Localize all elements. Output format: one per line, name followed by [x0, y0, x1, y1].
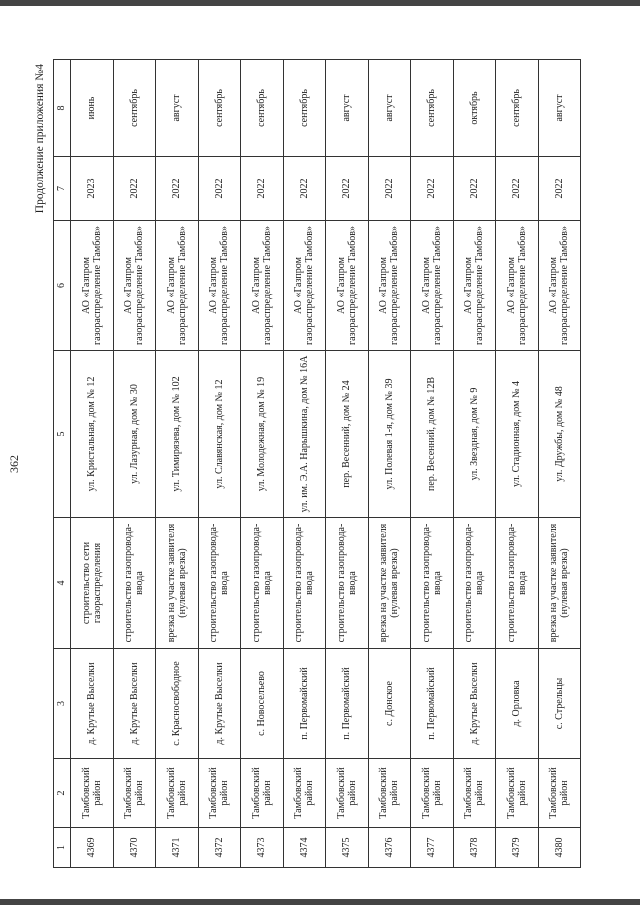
settlement-cell: п. Первомайский: [326, 649, 369, 759]
record-number-cell: 4371: [156, 828, 199, 868]
table-row: [453, 60, 496, 868]
address-cell: пер. Весенний, дом № 12В: [411, 351, 454, 518]
record-number-cell: 4374: [283, 828, 326, 868]
address-cell: пер. Весенний, дом № 24: [326, 351, 369, 518]
address-cell: ул. Тимирязева, дом № 102: [156, 351, 199, 518]
month-cell: август: [538, 60, 581, 157]
record-number-cell: 4376: [368, 828, 411, 868]
month-cell: сентябрь: [283, 60, 326, 157]
month-cell: сентябрь: [411, 60, 454, 157]
column-number: 5: [54, 351, 71, 518]
table-row: [411, 60, 454, 868]
address-cell: ул. им. Э.А. Нарышкина, дом № 16А: [283, 351, 326, 518]
district-cell: Тамбовский район: [453, 759, 496, 828]
settlement-cell: с. Новоселъево: [241, 649, 284, 759]
address-cell: ул. Славянская, дом № 12: [198, 351, 241, 518]
table-row: [71, 60, 114, 868]
district-cell: Тамбовский район: [113, 759, 156, 828]
work-type-cell: строительство газопровода-ввода: [113, 518, 156, 649]
organization-cell: АО «Газпром газораспределение Тамбов»: [198, 221, 241, 351]
table-body: [54, 60, 581, 868]
work-type-cell: строительство газопровода-ввода: [283, 518, 326, 649]
table-row: [496, 60, 539, 868]
year-cell: 2022: [241, 157, 284, 221]
organization-cell: АО «Газпром газораспределение Тамбов»: [496, 221, 539, 351]
organization-cell: АО «Газпром газораспределение Тамбов»: [411, 221, 454, 351]
year-cell: 2022: [368, 157, 411, 221]
organization-cell: АО «Газпром газораспределение Тамбов»: [538, 221, 581, 351]
scan-edge-bottom: [0, 899, 640, 905]
year-cell: 2023: [71, 157, 114, 221]
year-cell: 2022: [156, 157, 199, 221]
settlement-cell: п. Первомайский: [283, 649, 326, 759]
column-number: 7: [54, 157, 71, 221]
settlement-cell: д. Крутые Выселки: [198, 649, 241, 759]
column-number: 6: [54, 221, 71, 351]
year-cell: 2022: [326, 157, 369, 221]
organization-cell: АО «Газпром газораспределение Тамбов»: [241, 221, 284, 351]
district-cell: Тамбовский район: [496, 759, 539, 828]
organization-cell: АО «Газпром газораспределение Тамбов»: [368, 221, 411, 351]
year-cell: 2022: [113, 157, 156, 221]
work-type-cell: строительство газопровода-ввода: [326, 518, 369, 649]
organization-cell: АО «Газпром газораспределение Тамбов»: [453, 221, 496, 351]
month-cell: август: [368, 60, 411, 157]
month-cell: сентябрь: [113, 60, 156, 157]
organization-cell: АО «Газпром газораспределение Тамбов»: [156, 221, 199, 351]
settlement-cell: д. Крутые Выселки: [113, 649, 156, 759]
organization-cell: АО «Газпром газораспределение Тамбов»: [113, 221, 156, 351]
settlement-cell: с. Красносвободное: [156, 649, 199, 759]
work-type-cell: строительство газопровода-ввода: [453, 518, 496, 649]
year-cell: 2022: [496, 157, 539, 221]
organization-cell: АО «Газпром газораспределение Тамбов»: [71, 221, 114, 351]
work-type-cell: строительство сети газораспределения: [71, 518, 114, 649]
record-number-cell: 4373: [241, 828, 284, 868]
settlement-cell: с. Донское: [368, 649, 411, 759]
month-cell: август: [156, 60, 199, 157]
work-type-cell: строительство газопровода-ввода: [241, 518, 284, 649]
work-type-cell: строительство газопровода-ввода: [411, 518, 454, 649]
address-cell: ул. Дружбы, дом № 48: [538, 351, 581, 518]
column-number: 1: [54, 828, 71, 868]
table-row: [241, 60, 284, 868]
continuation-title: Продолжение приложения №4: [34, 64, 46, 214]
work-type-cell: строительство газопровода-ввода: [198, 518, 241, 649]
district-cell: Тамбовский район: [326, 759, 369, 828]
month-cell: сентябрь: [241, 60, 284, 157]
address-cell: ул. Молодежная, дом № 19: [241, 351, 284, 518]
month-cell: октябрь: [453, 60, 496, 157]
address-cell: ул. Стадионная, дом № 4: [496, 351, 539, 518]
year-cell: 2022: [538, 157, 581, 221]
column-number-row: [54, 60, 71, 868]
month-cell: сентябрь: [198, 60, 241, 157]
work-type-cell: врезка на участке заявителя (нулевая врезка): [156, 518, 199, 649]
appendix-table: [53, 59, 581, 868]
settlement-cell: д. Крутые Выселки: [453, 649, 496, 759]
column-number: 3: [54, 649, 71, 759]
work-type-cell: врезка на участке заявителя (нулевая врезка): [538, 518, 581, 649]
district-cell: Тамбовский район: [368, 759, 411, 828]
table-row: [113, 60, 156, 868]
address-cell: ул. Звездная, дом № 9: [453, 351, 496, 518]
settlement-cell: п. Первомайский: [411, 649, 454, 759]
record-number-cell: 4378: [453, 828, 496, 868]
year-cell: 2022: [453, 157, 496, 221]
record-number-cell: 4369: [71, 828, 114, 868]
district-cell: Тамбовский район: [71, 759, 114, 828]
column-number: 4: [54, 518, 71, 649]
record-number-cell: 4377: [411, 828, 454, 868]
record-number-cell: 4370: [113, 828, 156, 868]
table-row: [368, 60, 411, 868]
district-cell: Тамбовский район: [241, 759, 284, 828]
settlement-cell: д. Орловка: [496, 649, 539, 759]
table-row: [326, 60, 369, 868]
month-cell: июнь: [71, 60, 114, 157]
work-type-cell: строительство газопровода-ввода: [496, 518, 539, 649]
year-cell: 2022: [283, 157, 326, 221]
organization-cell: АО «Газпром газораспределение Тамбов»: [283, 221, 326, 351]
table-row: [156, 60, 199, 868]
address-cell: ул. Лазурная, дом № 30: [113, 351, 156, 518]
address-cell: ул. Полевая 1-я, дом № 39: [368, 351, 411, 518]
scan-edge-top: [0, 0, 640, 6]
year-cell: 2022: [411, 157, 454, 221]
record-number-cell: 4372: [198, 828, 241, 868]
year-cell: 2022: [198, 157, 241, 221]
settlement-cell: с. Стрельцы: [538, 649, 581, 759]
district-cell: Тамбовский район: [198, 759, 241, 828]
work-type-cell: врезка на участке заявителя (нулевая врезка): [368, 518, 411, 649]
settlement-cell: д. Крутые Выселки: [71, 649, 114, 759]
address-cell: ул. Кристальная, дом № 12: [71, 351, 114, 518]
rotated-document-content: [7, 60, 581, 868]
district-cell: Тамбовский район: [538, 759, 581, 828]
table-row: [198, 60, 241, 868]
district-cell: Тамбовский район: [283, 759, 326, 828]
page-number: 362: [7, 455, 21, 473]
month-cell: август: [326, 60, 369, 157]
district-cell: Тамбовский район: [156, 759, 199, 828]
column-number: 8: [54, 60, 71, 157]
month-cell: сентябрь: [496, 60, 539, 157]
district-cell: Тамбовский район: [411, 759, 454, 828]
record-number-cell: 4375: [326, 828, 369, 868]
column-number: 2: [54, 759, 71, 828]
table-row: [283, 60, 326, 868]
organization-cell: АО «Газпром газораспределение Тамбов»: [326, 221, 369, 351]
table-row: [538, 60, 581, 868]
record-number-cell: 4379: [496, 828, 539, 868]
record-number-cell: 4380: [538, 828, 581, 868]
